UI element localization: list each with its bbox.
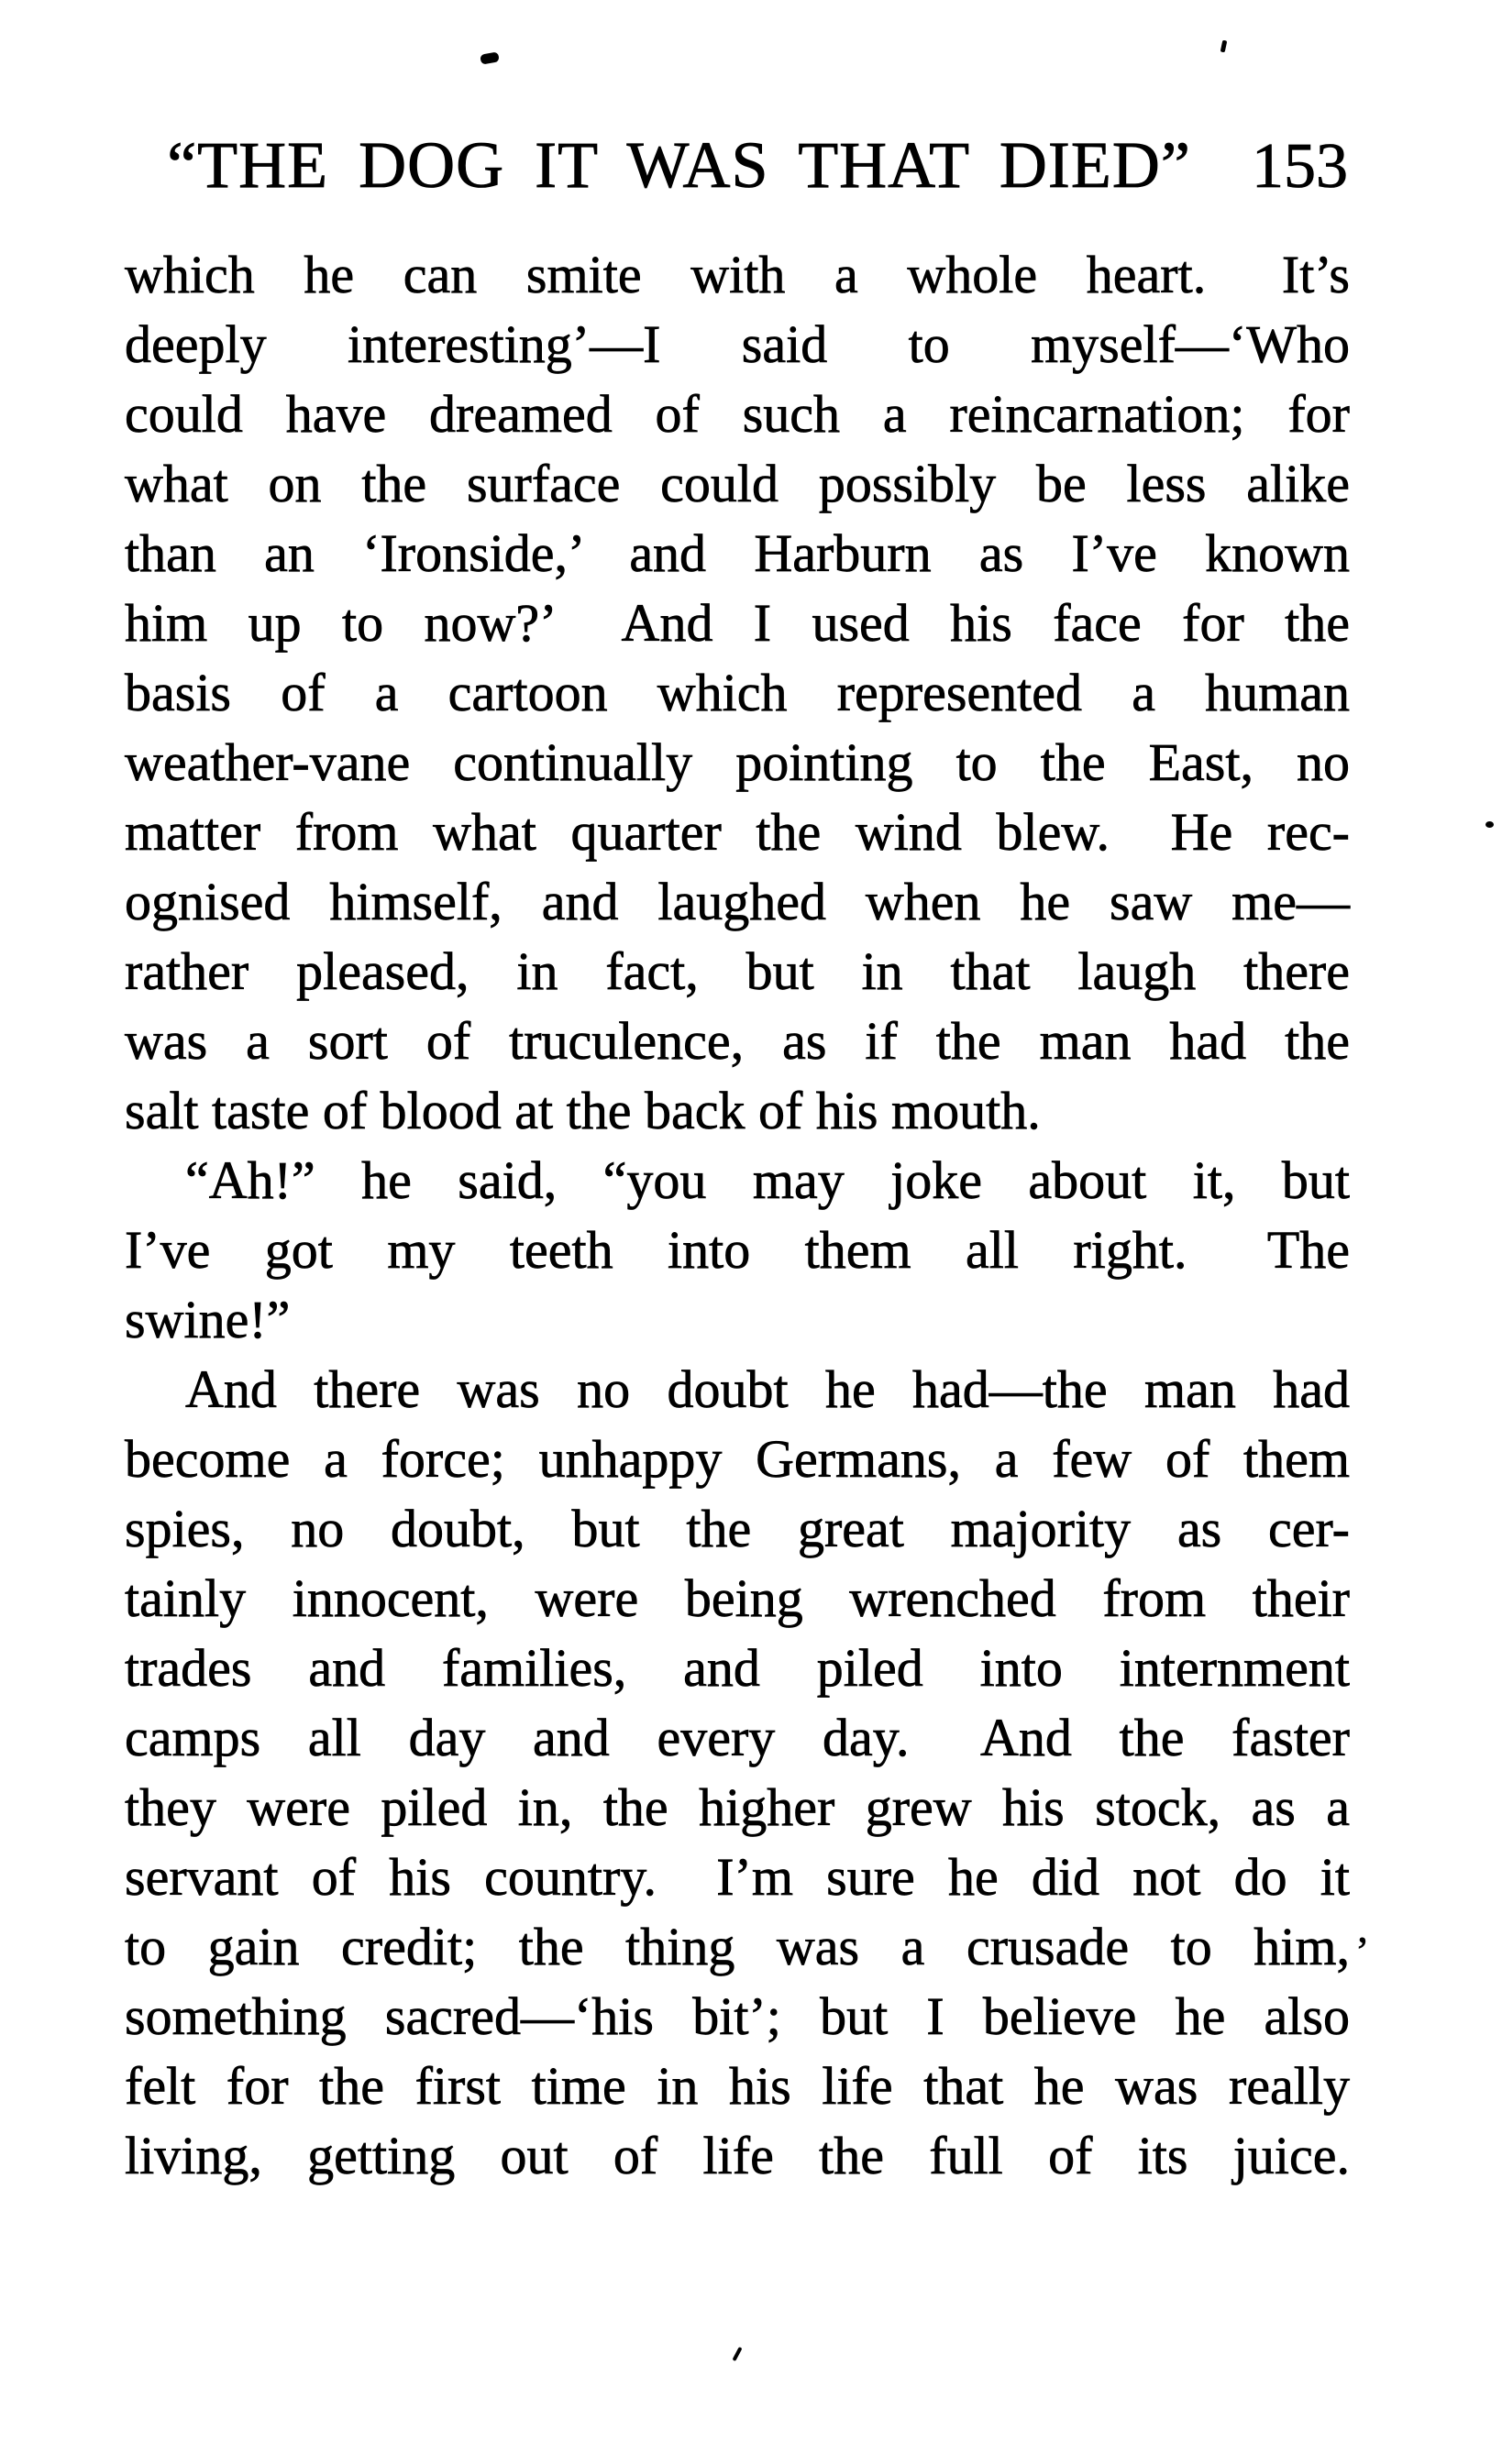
ink-speck bbox=[732, 2347, 742, 2361]
ink-speck bbox=[1220, 40, 1228, 53]
stray-quote-mark: ’ bbox=[1355, 1928, 1370, 1974]
text-line: what on the surface could possibly be less alike bbox=[125, 454, 1350, 513]
text-line: swine!” bbox=[125, 1290, 291, 1349]
text-line: could have dreamed of such a reincarnation; for bbox=[125, 384, 1350, 444]
text-line: servant of his country. I’m sure he did not do it bbox=[125, 1847, 1350, 1907]
text-line: deeply interesting’—I said to myself—‘Who bbox=[125, 314, 1350, 374]
text-line: living, getting out of life the full of its juice. bbox=[125, 2126, 1350, 2185]
text-line: they were piled in, the higher grew his stock, as a bbox=[125, 1777, 1350, 1837]
text-line: trades and families, and piled into internment bbox=[125, 1638, 1350, 1698]
text-line: spies, no doubt, but the great majority as cer- bbox=[125, 1499, 1350, 1558]
text-line: matter from what quarter the wind blew. He rec- bbox=[125, 802, 1350, 862]
text-line: rather pleased, in fact, but in that laugh there bbox=[125, 941, 1350, 1001]
text-line: I’ve got my teeth into them all right. The bbox=[125, 1220, 1350, 1280]
text-line: And there was no doubt he had—the man had bbox=[185, 1359, 1350, 1419]
chapter-title: “THE DOG IT WAS THAT DIED” bbox=[167, 128, 1191, 202]
text-line: ognised himself, and laughed when he saw me— bbox=[125, 872, 1350, 931]
text-line: weather-vane continually pointing to the East, no bbox=[125, 732, 1350, 792]
ink-speck bbox=[1485, 821, 1494, 828]
text-line: felt for the first time in his life that he was really bbox=[125, 2056, 1350, 2116]
text-line: which he can smite with a whole heart. It’s bbox=[125, 245, 1350, 304]
page-number: 153 bbox=[1252, 131, 1348, 202]
ink-smudge bbox=[480, 51, 500, 64]
text-line: than an ‘Ironside,’ and Harburn as I’ve known bbox=[125, 523, 1350, 583]
text-line: him up to now?’ And I used his face for the bbox=[125, 593, 1350, 653]
text-line: “Ah!” he said, “you may joke about it, but bbox=[185, 1150, 1350, 1210]
text-line: to gain credit; the thing was a crusade to him, bbox=[125, 1917, 1350, 1976]
text-line: salt taste of blood at the back of his mouth. bbox=[125, 1081, 1041, 1140]
running-header bbox=[125, 128, 1348, 204]
text-line: tainly innocent, were being wrenched from their bbox=[125, 1568, 1350, 1628]
text-line: camps all day and every day. And the faster bbox=[125, 1708, 1350, 1767]
text-line: basis of a cartoon which represented a human bbox=[125, 663, 1350, 722]
text-line: was a sort of truculence, as if the man had the bbox=[125, 1011, 1350, 1071]
text-line: become a force; unhappy Germans, a few of them bbox=[125, 1429, 1350, 1489]
body-text bbox=[125, 240, 1350, 2191]
text-line: something sacred—‘his bit’; but I believe he also bbox=[125, 1986, 1350, 2046]
